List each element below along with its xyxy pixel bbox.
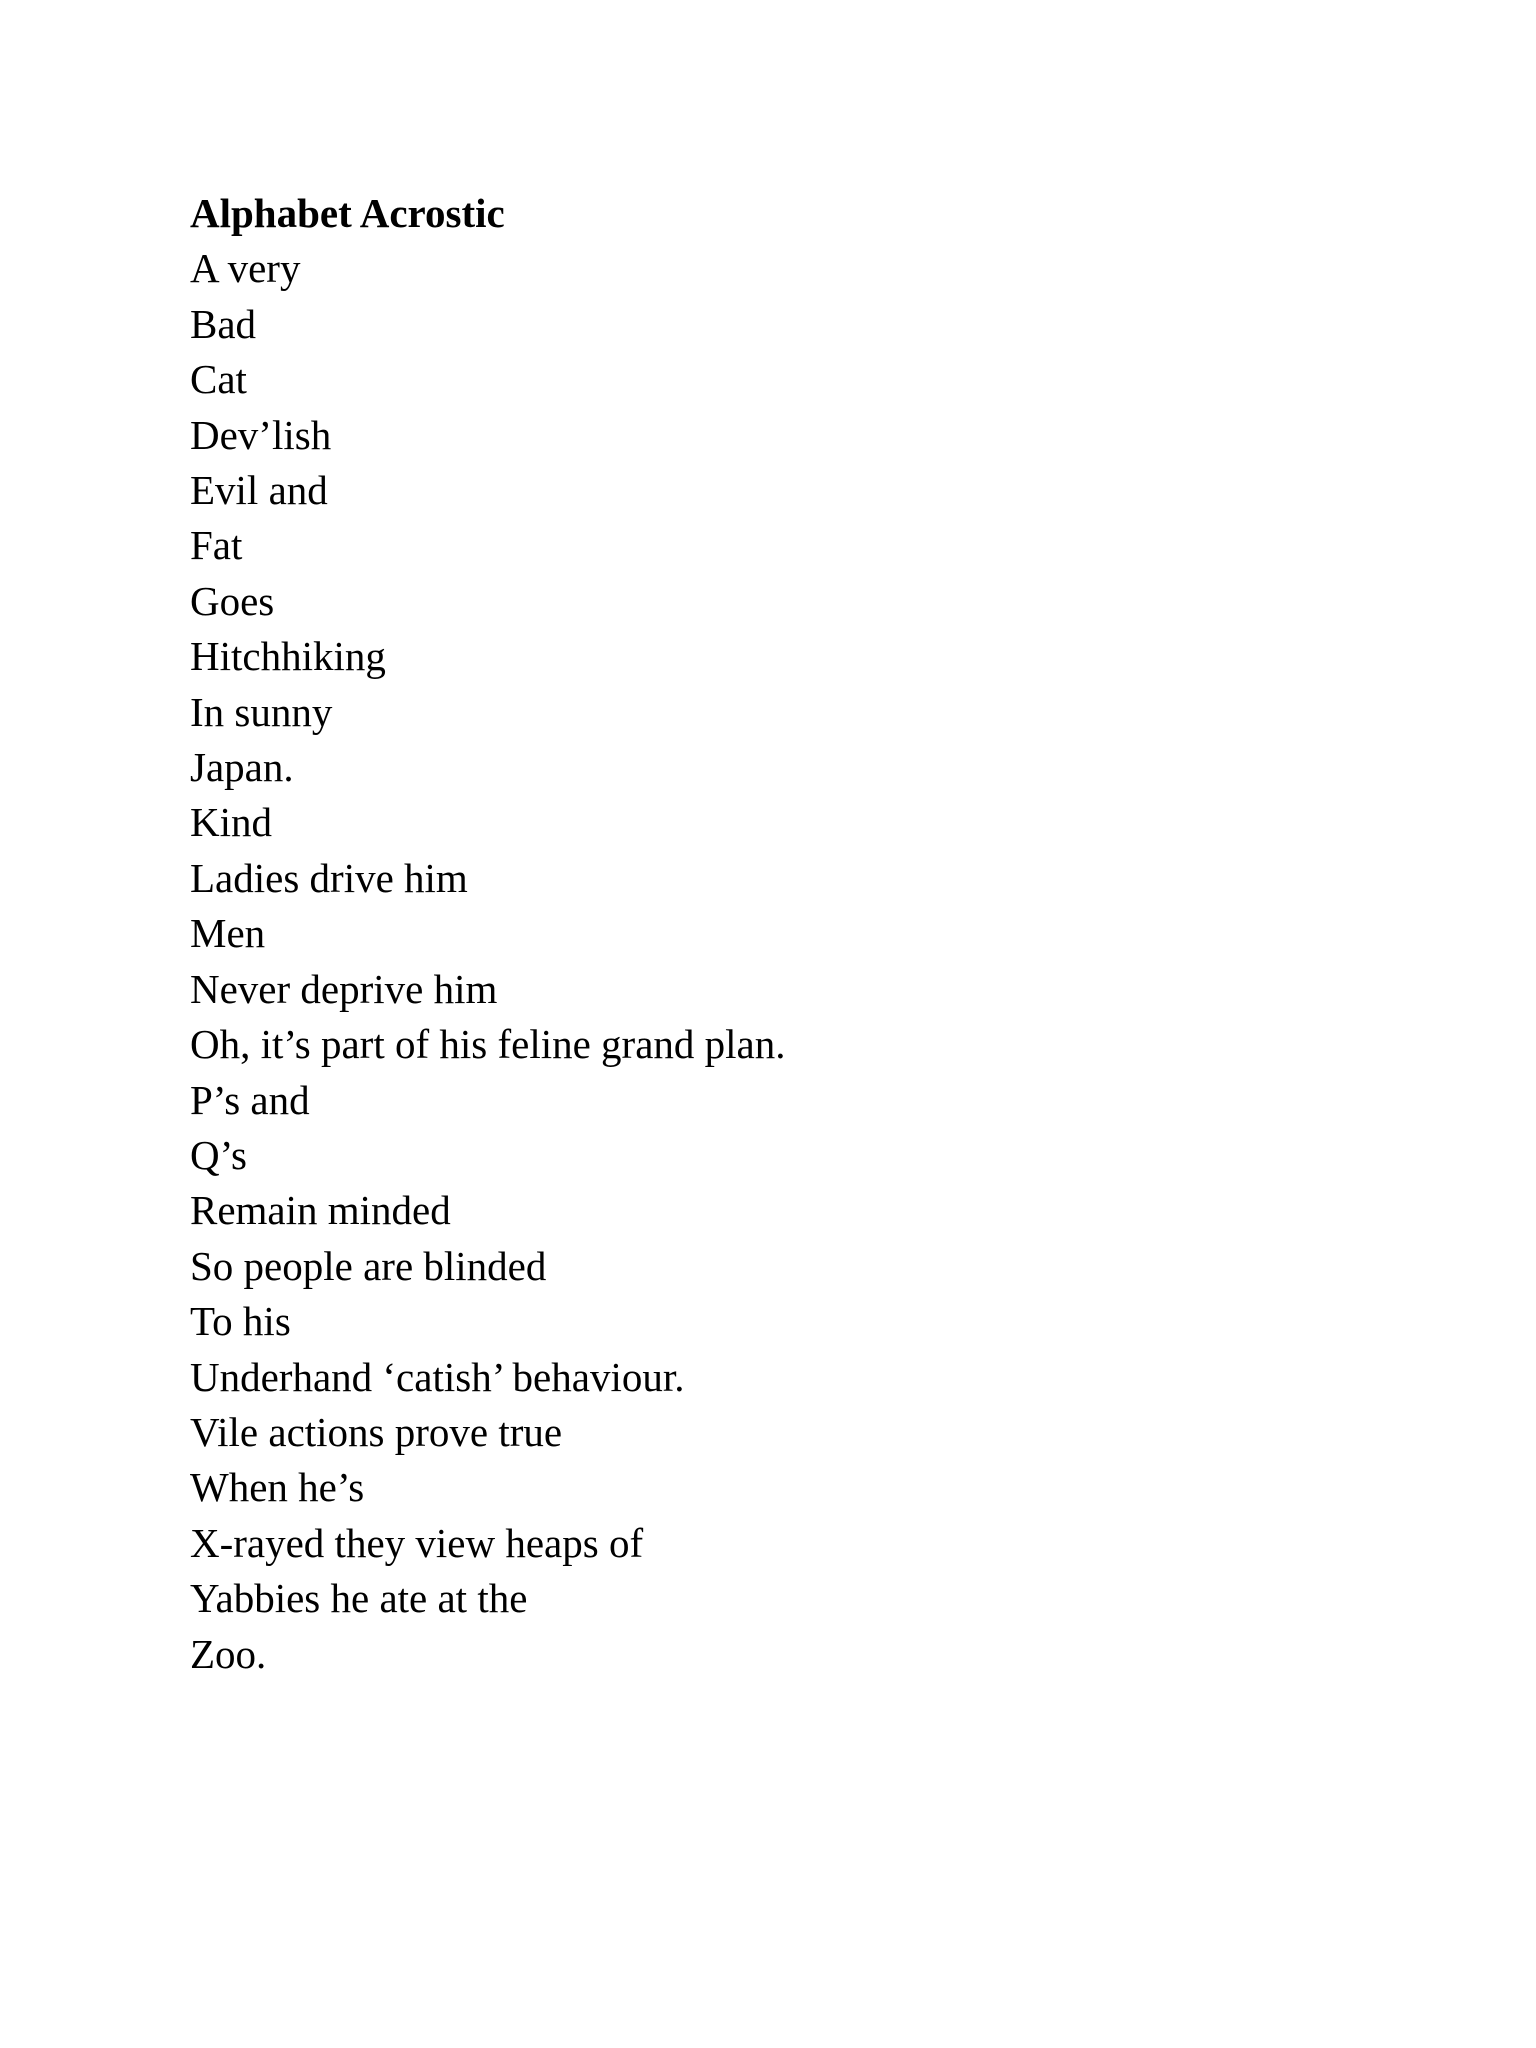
poem-line: P’s and <box>190 1076 310 1123</box>
poem-line: Q’s <box>190 1131 247 1178</box>
poem-line: Hitchhiking <box>190 633 386 680</box>
poem-line: X-rayed they view heaps of <box>190 1519 644 1566</box>
poem-line: Kind <box>190 799 272 846</box>
poem-line: Remain minded <box>190 1187 451 1234</box>
poem-line: Oh, it’s part of his feline grand plan. <box>190 1021 786 1068</box>
poem-line: A very <box>190 245 301 292</box>
poem-line: In sunny <box>190 688 333 735</box>
poem-line: When he’s <box>190 1464 365 1511</box>
poem-line: Japan. <box>190 744 294 791</box>
poem-line: Never deprive him <box>190 965 498 1012</box>
poem-line: Cat <box>190 356 247 403</box>
poem-line: Evil and <box>190 467 328 514</box>
poem-line: To his <box>190 1298 291 1345</box>
poem-line: Zoo. <box>190 1630 267 1677</box>
poem-line: Bad <box>190 300 257 347</box>
poem-line: So people are blinded <box>190 1242 547 1289</box>
poem-lines <box>190 241 786 1682</box>
poem-line: Vile actions prove true <box>190 1408 563 1455</box>
poem-line: Yabbies he ate at the <box>190 1575 528 1622</box>
poem-line: Ladies drive him <box>190 854 468 901</box>
poem-line: Men <box>190 910 266 957</box>
poem-line: Goes <box>190 577 275 624</box>
poem-line: Fat <box>190 522 243 569</box>
poem-title: Alphabet Acrostic <box>190 190 505 236</box>
poem-line: Underhand ‘catish’ behaviour. <box>190 1353 685 1400</box>
poem-line: Dev’lish <box>190 411 332 458</box>
poem <box>190 186 786 1682</box>
